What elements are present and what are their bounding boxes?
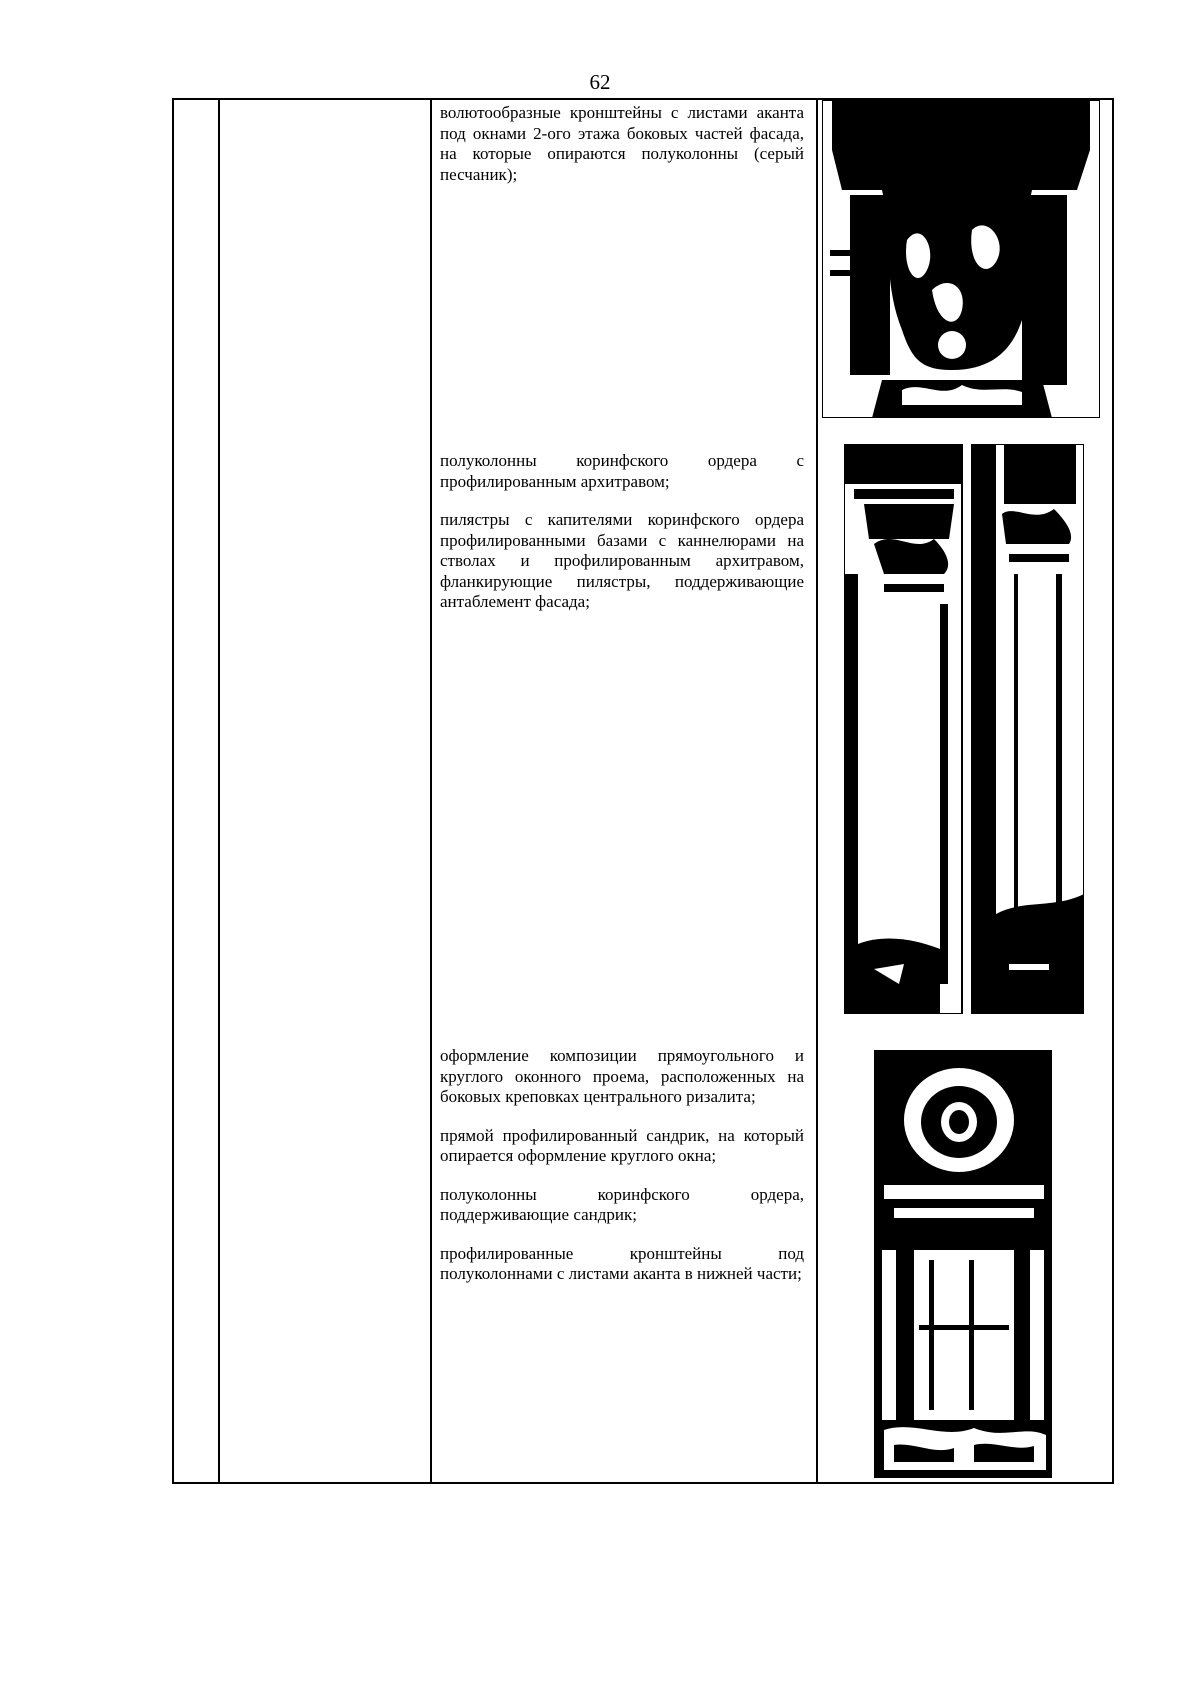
description-paragraph: профилированные кронштейны под полуколоннами с листами аканта в нижней части;	[440, 1243, 804, 1283]
description-paragraph: прямой профилированный сандрик, на который опирается оформление круглого окна;	[440, 1125, 804, 1165]
element-description	[440, 103, 804, 199]
description-paragraph: волютообразные кронштейны с листами аканта под окнами 2-ого этажа боковых частей фасада, на которые опираются полуколонны (серый песчаник);	[440, 103, 804, 184]
columns-photo	[844, 444, 1084, 1014]
description-paragraph: оформление композиции прямоугольного и круглого оконного проема, расположенных на боковых креповках центрального ризалита;	[440, 1046, 804, 1106]
element-description	[440, 1046, 804, 1299]
column-divider	[218, 100, 220, 1482]
element-description	[440, 451, 804, 627]
description-paragraph: пилястры с капителями коринфского ордера профилированными базами с каннелюрами на стволах и профилированным архитравом, фланкирующие пилястры, поддерживающие антаблемент фасада;	[440, 510, 804, 611]
column-divider	[430, 100, 432, 1482]
page-number: 62	[589, 70, 611, 94]
description-paragraph: полуколонны коринфского ордера, поддерживающие сандрик;	[440, 1184, 804, 1224]
window-photo	[874, 1050, 1052, 1478]
description-paragraph: полуколонны коринфского ордера с профилированным архитравом;	[440, 451, 804, 491]
bracket-photo	[822, 100, 1100, 418]
column-divider	[816, 100, 818, 1482]
